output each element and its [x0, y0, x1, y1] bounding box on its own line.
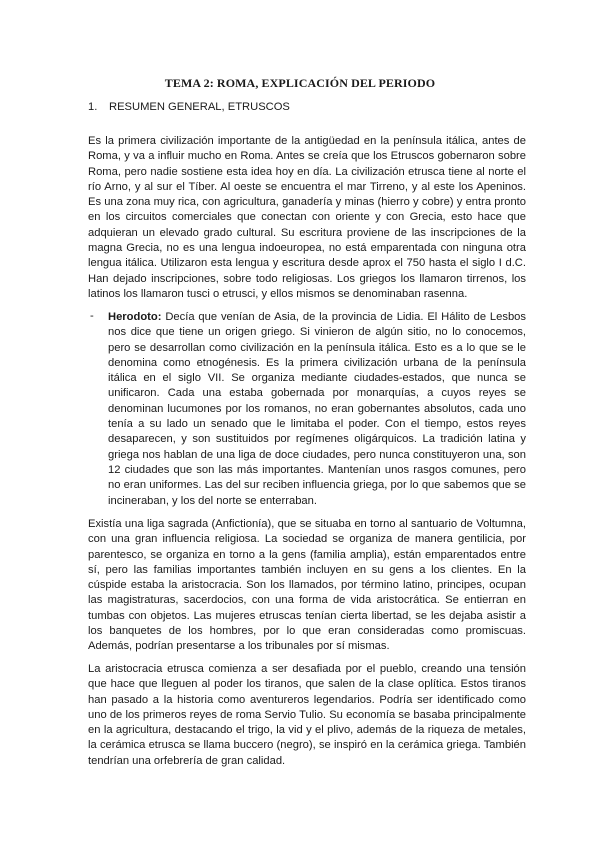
bullet-marker: -	[90, 310, 94, 322]
section-heading	[88, 101, 290, 113]
bullet-text: Decía que venían de Asia, de la provincia de Lidia. El Hálito de Lesbos nos dice que tiene un origen griego. Si vinieron de algún sitio, no lo conocemos, pero se desarrollan como civilización en la península itálica. Esto es a lo que se le denomina como etnogénesis. Es la primera civilización urbana de la península itálica en el siglo VII. Se organiza mediante ciudades-estados, que nunca se unificaron. Cada una estaba gobernada por monarquías, a cuyos reyes se denominan lucumones por los romanos, no eran gobernantes absolutos, cada uno tenía a su lado un senado que le limitaba el poder. Con el tiempo, estos reyes desaparecen, y son sustituidos por regímenes oligárquicos. La tradición latina y griega nos hablan de una liga de doce ciudades, pero nunca constituyeron una, son 12 ciudades que son las más importantes. Mantenían unos rasgos comunes, pero no eran uniformes. Las del sur reciben influencia griega, por lo que sabemos que se incineraban, y los del norte se enterraban.	[108, 311, 526, 507]
section-heading-text: RESUMEN GENERAL, ETRUSCOS	[109, 101, 290, 113]
paragraph-intro: Es la primera civilización importante de la antigüedad en la península itálica, antes de Roma, y va a influir mucho en Roma. Antes se creía que los Etruscos gobernaron sobre Roma, pero nadie sostiene esta idea hoy en día. La civilización etrusca tiene al norte el río Arno, y al sur el Tíber. Al oeste se encuentra el mar Tirreno, y al este los Apeninos. Es una zona muy rica, con agricultura, ganadería y minas (hierro y cobre) y entra pronto en los circuitos comerciales que conectan con oriente y con Grecia, esto hace que adquieran un elevado grado cultural. Su escritura proviene de las inscripciones de la magna Grecia, no es una lengua indoeuropea, no está emparentada con ninguna otra lengua itálica. Utilizaron esta lengua y escritura desde aprox el 750 hasta el siglo I d.C. Han dejado inscripciones, sobre todo religiosas. Los griegos los llamaron tirrenos, los latinos los llamaron tusci o etrusci, y ellos mismos se denominaban rasenna.	[88, 135, 526, 300]
bullet-lead: Herodoto:	[108, 311, 162, 323]
paragraph-aristocracy: La aristocracia etrusca comienza a ser desafiada por el pueblo, creando una tensión que hace que lleguen al poder los tiranos, que salen de la clase oplítica. Estos tiranos han pasado a la historia como aventureros legendarios. Podría ser identificado como uno de los primeros reyes de roma Servio Tulio. Su economía se basaba principalmente en la agricultura, destacando el trigo, la vid y el plivo, además de la riqueza de metales, la cerámica etrusca se llama buccero (negro), se inspiró en la cerámica griega. También tendrían una orfebrería de gran calidad.	[88, 663, 526, 767]
document-title: TEMA 2: ROMA, EXPLICACIÓN DEL PERIODO	[164, 76, 436, 90]
bullet-paragraph-herodoto	[108, 310, 526, 509]
section-number: 1.	[88, 101, 98, 113]
paragraph-society: Existía una liga sagrada (Anfictionía), que se situaba en torno al santuario de Voltumna, con una gran influencia religiosa. La sociedad se organiza de manera gentilicia, por parentesco, se organiza en torno a la gens (familia amplia), están emparentados entre sí, pero las familias importantes también incluyen en su gens a los clientes. En la cúspide estaba la aristocracia. Son los llamados, por término latino, principes, ocupan las magistraturas, sacerdocios, con una forma de vida aristocrática. Se entierran en tumbas con objetos. Las mujeres etruscas tenían cierta libertad, se les dejaba asistir a los banquetes de los hombres, por lo que eran consideradas como promiscuas. Además, podrían presentarse a los tribunales por sí mismas.	[88, 518, 526, 653]
